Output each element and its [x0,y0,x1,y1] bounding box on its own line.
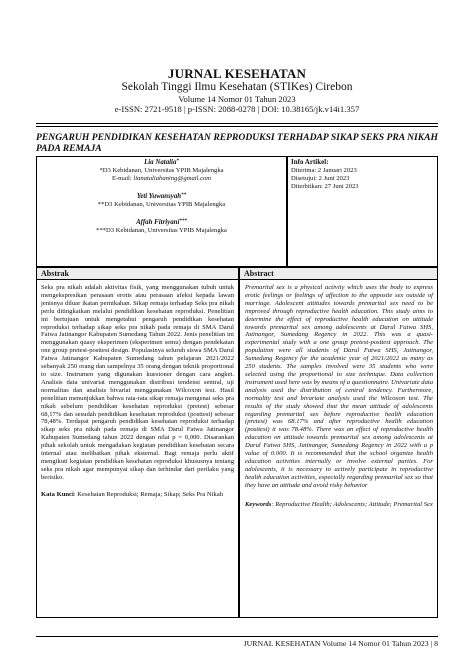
author-name: Yeti Yuwansyah** [136,193,187,200]
masthead-rule-top [36,123,438,124]
email-link[interactable]: lianataliahaning@gmail.com [133,175,212,182]
authors-box [36,156,287,267]
date-published: Diterbitkan: 27 Juni 2023 [291,183,359,190]
abstrak-heading: Abstrak [36,267,239,280]
author-email: E-mail: lianataliahaning@gmail.com [111,175,212,182]
author-affiliation: ***D3 Kebidanan, Universitas YPIB Majalengka [96,227,227,234]
kata-kunci: Kata Kunci: Kesehatan Reproduksi; Remaja; Sikap; Seks Pra Nikah [41,490,224,498]
journal-masthead [0,66,474,114]
abstrak-section [36,280,239,618]
author-affiliation: **D3 Kebidanan, Universitas YPIB Majalengka [97,201,226,208]
date-received: Diterima: 2 Januari 2023 [291,167,357,174]
article-info-box [287,156,438,267]
abstract-text: Premarital sex is a physical activity which uses the body to express erotic feelings or feelings of affection to the opposite sex outside of marriage. Adolescent attitudes towards premarital sex need to be improved through reproductive health education. This study aims to determine the effect of reproductive health education on attitude towards premarital sex among adolescents at Darul Fatwa SHS, Jatinangor, Sumedang Regency in 2022. This was a quasi-experimental study with a one group pretest-posttest approach. The population were all students of Darul Fatwa SHS, Jatinangor, Sumedang Regency for the academic year of 2021/2022 as many as 250 students. The samples involved were 35 students who were selected using the proportional to size technique. Data collection instrument used here was by means of a questionnaire. Univariate data analysis used the distribution of central tendency. Furthermore, normality test and bivariate analysis used the Wilcoxon test. The results of the study showed that the mean attitude of adolescents regarding premarital sex before reproductive health education (pretest) was 68.17% and after reproductive health education (posttest) it was 78.48%. There was an effect of reproductive health education on attitude towards premarital sex among adolescents at Darul Fatwa SHS, Jatinangor, Sumedang Regency in 2022 with a p value of 0.000. It is recommended that the school organize health education activities internally or involve external parties. For adolescents, it is necessary to actively participate in reproductive health education activities, especially regarding premarital sex so that they have an attitude and avoid risky behavior [245,284,433,489]
abstract-section [239,280,438,618]
journal-institution: Sekolah Tinggi Ilmu Kesehatan (STIKes) Cirebon [121,81,353,93]
author-name: Lia Natalia* [144,159,179,166]
author-name: Affah Fitriyani*** [136,219,187,226]
footer-rule [36,636,438,637]
author-affiliation: *D3 Kebidanan, Universitas YPIB Majalengka [99,167,224,174]
article-title: PENGARUH PENDIDIKAN KESEHATAN REPRODUKSI TERHADAP SIKAP SEKS PRA NIKAH PADA REMAJA [36,132,438,154]
page-footer: JURNAL KESEHATAN Volume 14 Nomor 01 Tahun 2023 | 8 [243,639,438,648]
masthead-rule-bottom [36,126,438,127]
abstrak-text: Seks pra nikah adalah aktivitas fisik, yang menggunakan tubuh untuk mengekspresikan perasaan erotis atau perasaan afeksi kepada lawan jenisnya diluar ikatan pernikahan. Sikap remaja terhadap Seks pra nikah perlu ditingkatkan melalui pendidikan kesehatan reproduksi. Penelitian ini bertujuan untuk mengetahui pengaruh pendidikan kesehatan reproduksi terhadap sikap seks pra nikah pada remaja di SMA Darul Fatwa Jatinangor Kabupaten Sumedang Tahun 2022. Jenis penelitian ini menggunakan quasy eksperimen (eksperimen semu) dengan pendekatan one group pretest-posttest design. Populasinya seluruh siswa SMA Darul Fatwa Jatinangor Kabupaten Sumedang tahun pelajaran 2021/2022 sebanyak 250 orang dan sampelnya 35 orang dengan teknik proportional to size. Instrumen yang digunakan kuesioner dengan cara angket. Analisis data univariat menggunakan distribusi tendensi sentral, uji normalitas dan analisis bivariat menggunakan Wilcoxon test. Hasil penelitian menunjukkan bahwa rata-rata sikap remaja mengenai seks pra nikah sebelum pendidikan kesehatan reproduksi (pretest) sebesar 68,17% dan sesudah pendidikan kesehatan reproduksi (posttest) sebesar 78,48%. Terdapat pengaruh pendidikan kesehatan reproduksi terhadap sikap seks pra nikah pada remaja di SMA Darul Fatwa Jatinangor Kabupaten Sumedang tahun 2022 dengan nilai p = 0,000. Disarankan pihak sekolah untuk mengadakan kegiatan pendidikan kesehatan secara internal atau melibatkan pihak eksternal. Bagi remaja perlu aktif mengikuti kegiatan pendidikan kesehatan reproduksi khususnya tentang seks pra nikah agar mempunyai sikap dan terhindar dari perilaku yang berisiko. [41,284,234,481]
journal-identifiers: e-ISSN: 2721-9518 | p-ISSN: 2088-0278 | DOI: 10.38165/jk.v14i1.357 [114,104,360,114]
journal-name: JURNAL KESEHATAN [167,66,307,81]
abstract-heading: Abstract [239,267,438,280]
article-info-heading: Info Artikel: [291,158,329,166]
date-revised: Disetujui: 2 Juni 2023 [291,175,350,182]
keywords: Keywords: Reproductive Health; Adolescents; Attitude; Premarital Sex [245,500,433,508]
journal-volume: Volume 14 Nomor 01 Tahun 2023 [178,94,296,104]
